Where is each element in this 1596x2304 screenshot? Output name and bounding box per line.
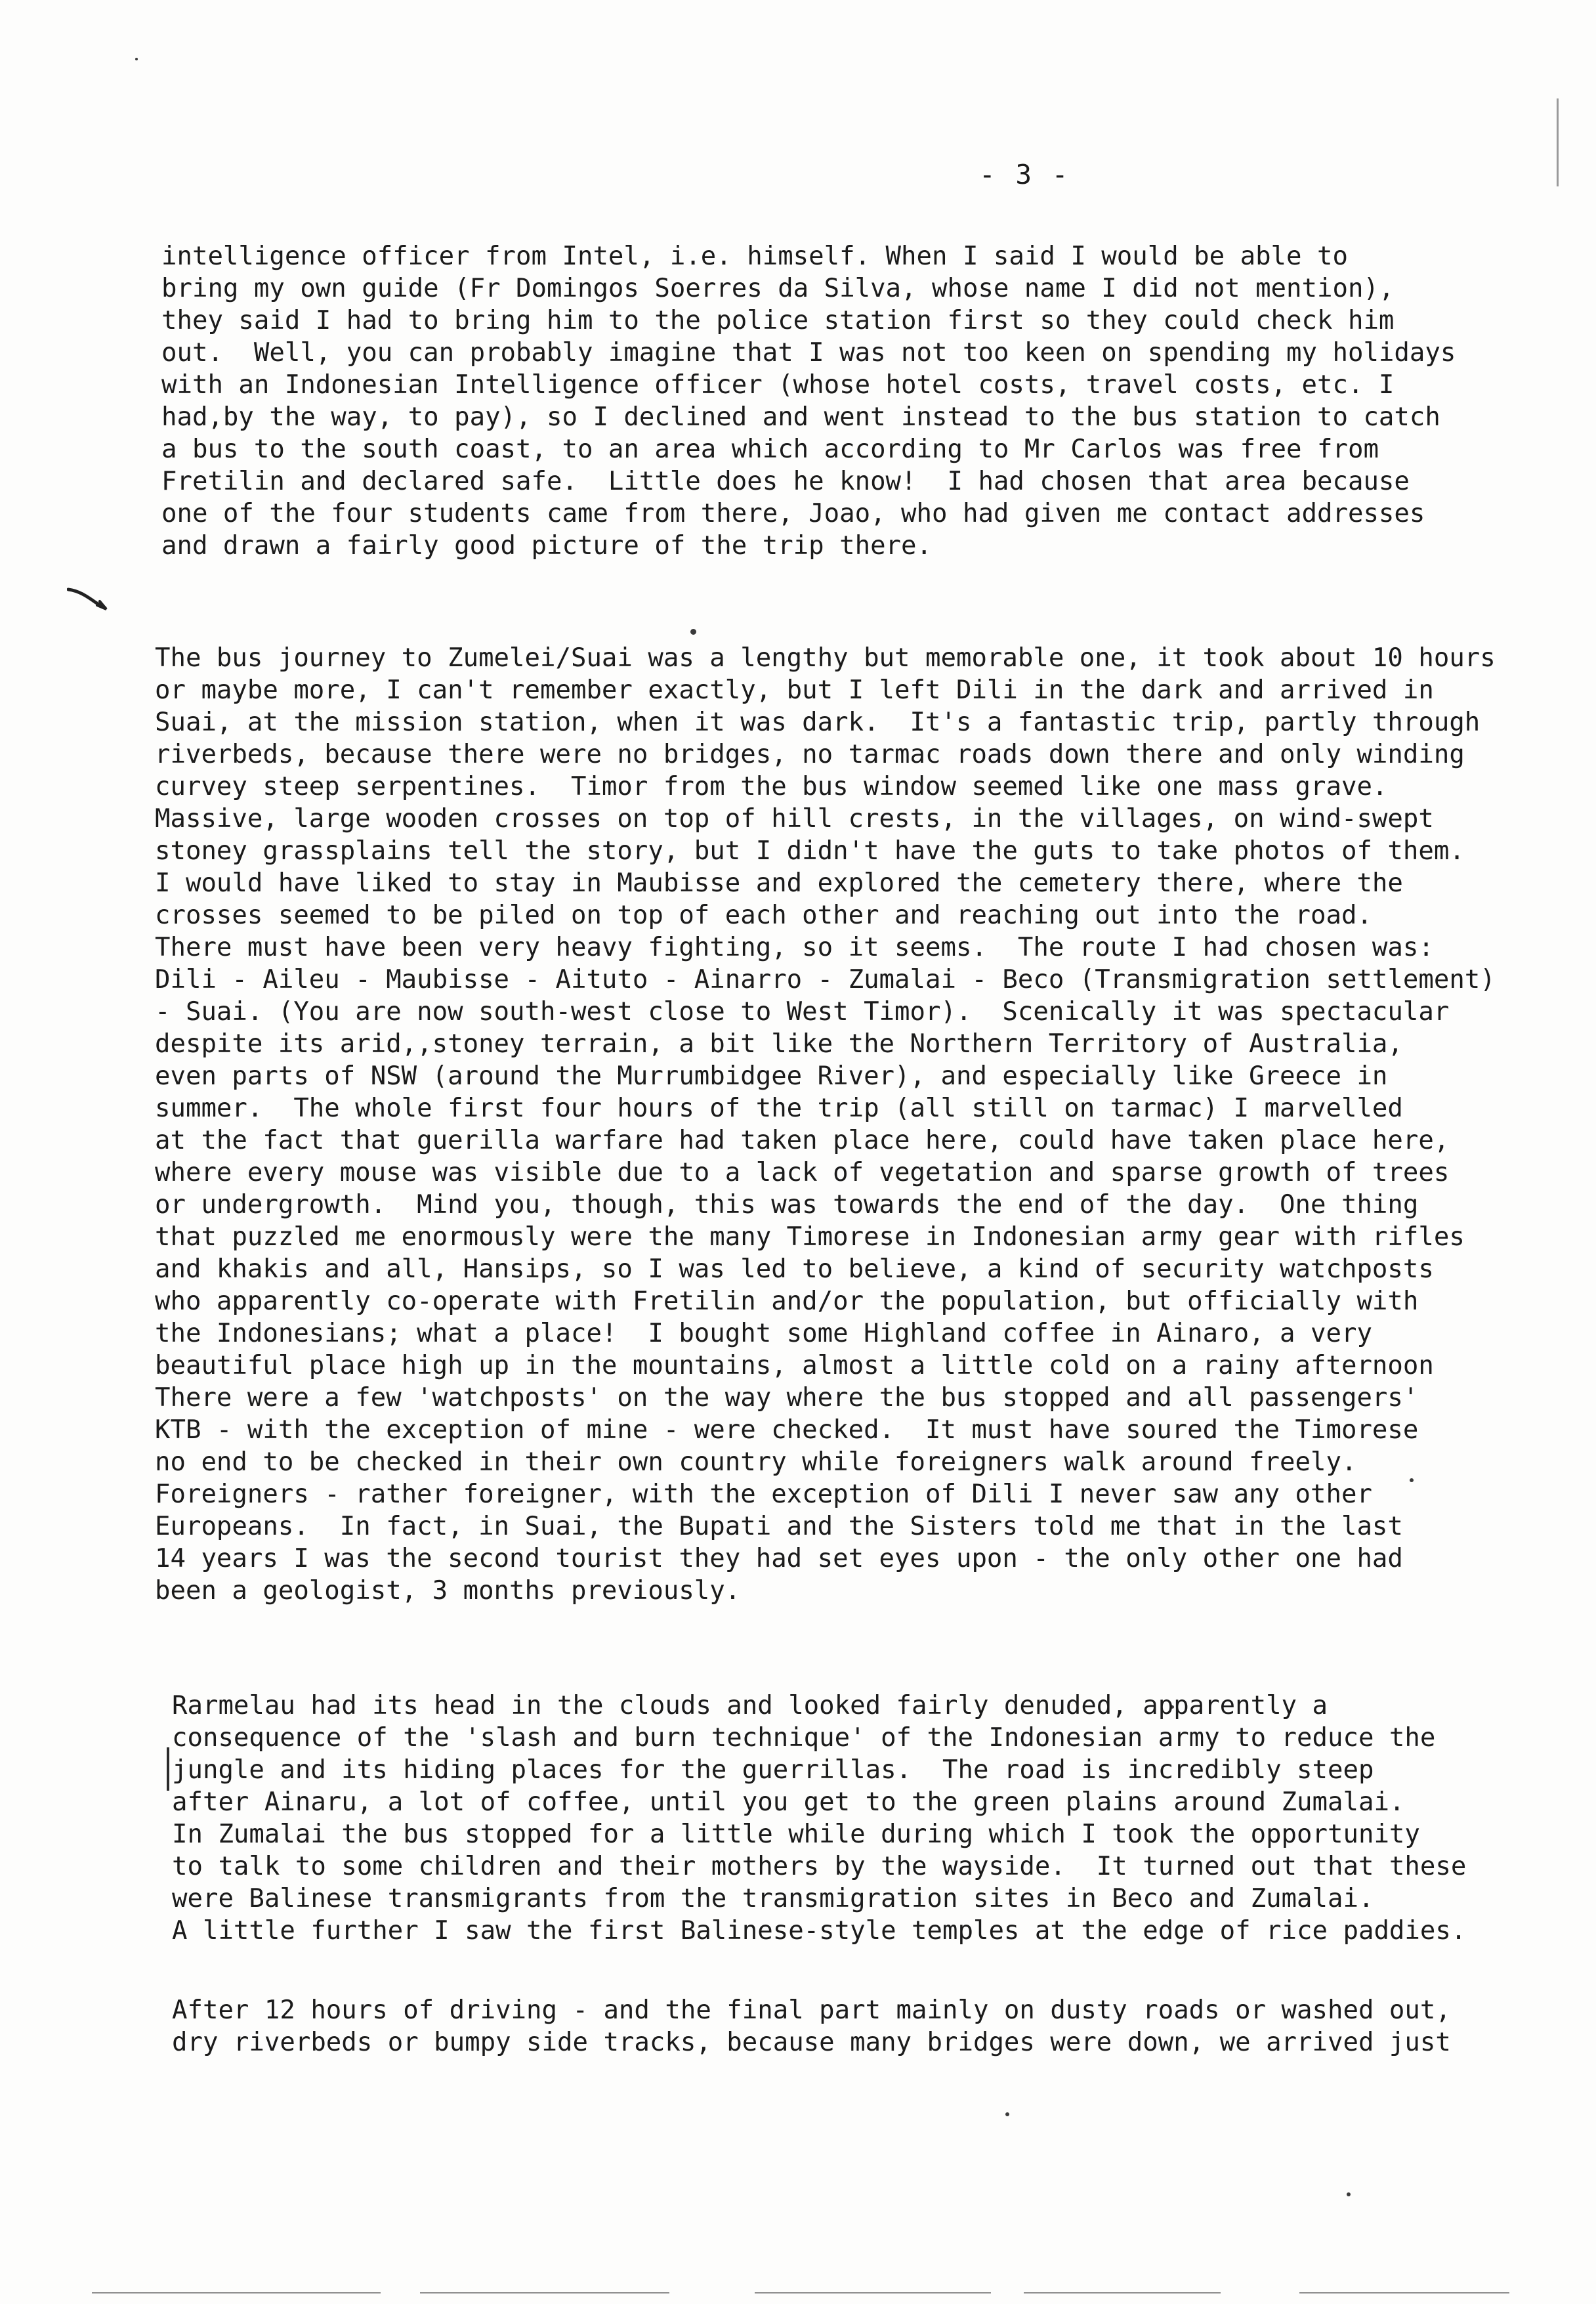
text-line: summer. The whole first four hours of the trip (all still on tarmac) I marvelled xyxy=(155,1094,1403,1123)
text-line: where every mouse was visible due to a lack of vegetation and sparse growth of trees xyxy=(155,1158,1450,1187)
text-line: curvey steep serpentines. Timor from the bus window seemed like one mass grave. xyxy=(155,772,1388,801)
paragraph-after-12-hours xyxy=(172,1994,1451,2059)
text-line: and khakis and all, Hansips, so I was led to believe, a kind of security watchposts xyxy=(155,1254,1434,1284)
paragraph-rarmelau xyxy=(172,1690,1466,1947)
text-line: a bus to the south coast, to an area which according to Mr Carlos was free from xyxy=(161,435,1379,464)
text-line: or undergrowth. Mind you, though, this was towards the end of the day. One thing xyxy=(155,1190,1419,1220)
margin-bracket-mark xyxy=(167,1747,169,1791)
page-number: - 3 - xyxy=(979,159,1070,190)
scan-speck xyxy=(135,58,138,60)
text-line: Europeans. In fact, in Suai, the Bupati and the Sisters told me that in the last xyxy=(155,1512,1403,1541)
bottom-scan-line xyxy=(755,2292,991,2293)
text-line: with an Indonesian Intelligence officer (whose hotel costs, travel costs, etc. I xyxy=(161,370,1395,400)
text-line: After 12 hours of driving - and the final part mainly on dusty roads or washed out, xyxy=(172,1995,1451,2025)
text-line: I would have liked to stay in Maubisse and explored the cemetery there, where the xyxy=(155,868,1403,898)
text-line: - Suai. (You are now south-west close to West Timor). Scenically it was spectacular xyxy=(155,997,1450,1027)
text-line: crosses seemed to be piled on top of each other and reaching out into the road. xyxy=(155,901,1372,930)
paragraph-bus-journey xyxy=(155,642,1496,1607)
text-line: 14 years I was the second tourist they had set eyes upon - the only other one had xyxy=(155,1544,1403,1573)
text-line: Foreigners - rather foreigner, with the exception of Dili I never saw any other xyxy=(155,1480,1372,1509)
text-line: after Ainaru, a lot of coffee, until you get to the green plains around Zumalai. xyxy=(172,1787,1405,1817)
text-line: and drawn a fairly good picture of the trip there. xyxy=(161,531,932,561)
text-line: beautiful place high up in the mountains, almost a little cold on a rainy afternoon xyxy=(155,1351,1434,1380)
bottom-scan-line xyxy=(1299,2292,1509,2293)
text-line: to talk to some children and their mothers by the wayside. It turned out that these xyxy=(172,1852,1467,1881)
text-line: dry riverbeds or bumpy side tracks, because many bridges were down, we arrived just xyxy=(172,2028,1451,2057)
text-line: Suai, at the mission station, when it was dark. It's a fantastic trip, partly through xyxy=(155,708,1480,737)
text-line: The bus journey to Zumelei/Suai was a lengthy but memorable one, it took about 10 hours xyxy=(155,643,1496,673)
text-line: There were a few 'watchposts' on the way where the bus stopped and all passengers' xyxy=(155,1383,1419,1413)
paragraph-intel-officer xyxy=(161,240,1456,562)
scan-speck xyxy=(1005,2112,1009,2116)
text-line: In Zumalai the bus stopped for a little while during which I took the opportunity xyxy=(172,1820,1420,1849)
text-line: they said I had to bring him to the police station first so they could check him xyxy=(161,306,1395,335)
bottom-scan-line xyxy=(1024,2292,1221,2293)
text-line: jungle and its hiding places for the guerrillas. The road is incredibly steep xyxy=(172,1755,1374,1785)
text-line: intelligence officer from Intel, i.e. himself. When I said I would be able to xyxy=(161,242,1348,271)
text-line: even parts of NSW (around the Murrumbidgee River), and especially like Greece in xyxy=(155,1061,1388,1091)
text-line: Fretilin and declared safe. Little does he know! I had chosen that area because xyxy=(161,467,1410,496)
margin-arrow-mark xyxy=(67,586,108,612)
text-line: out. Well, you can probably imagine that I was not too keen on spending my holidays xyxy=(161,338,1456,368)
text-line: been a geologist, 3 months previously. xyxy=(155,1576,741,1606)
text-line: despite its arid,,stoney terrain, a bit like the Northern Territory of Australia, xyxy=(155,1029,1403,1059)
text-line: consequence of the 'slash and burn technique' of the Indonesian army to reduce the xyxy=(172,1723,1436,1753)
text-line: at the fact that guerilla warfare had taken place here, could have taken place here, xyxy=(155,1126,1450,1155)
text-line: no end to be checked in their own country while foreigners walk around freely. xyxy=(155,1447,1357,1477)
text-line: riverbeds, because there were no bridges, no tarmac roads down there and only winding xyxy=(155,740,1465,769)
text-line: bring my own guide (Fr Domingos Soerres da Silva, whose name I did not mention), xyxy=(161,274,1395,303)
text-line: or maybe more, I can't remember exactly, but I left Dili in the dark and arrived in xyxy=(155,675,1434,705)
text-line: KTB - with the exception of mine - were checked. It must have soured the Timorese xyxy=(155,1415,1419,1445)
text-line: stoney grassplains tell the story, but I didn't have the guts to take photos of them. xyxy=(155,836,1465,866)
text-line: A little further I saw the first Balinese-style temples at the edge of rice paddies. xyxy=(172,1916,1467,1946)
text-line: the Indonesians; what a place! I bought some Highland coffee in Ainaro, a very xyxy=(155,1319,1372,1348)
scan-speck xyxy=(690,629,696,635)
bottom-scan-line xyxy=(420,2292,669,2293)
text-line: There must have been very heavy fighting, so it seems. The route I had chosen was: xyxy=(155,933,1434,962)
scan-speck xyxy=(1347,2192,1351,2196)
text-line: that puzzled me enormously were the many Timorese in Indonesian army gear with rifles xyxy=(155,1222,1465,1252)
bottom-scan-line xyxy=(92,2292,381,2293)
margin-scan-line xyxy=(1557,98,1559,186)
text-line: Dili - Aileu - Maubisse - Aituto - Ainarro - Zumalai - Beco (Transmigration settlement) xyxy=(155,965,1496,994)
text-line: were Balinese transmigrants from the transmigration sites in Beco and Zumalai. xyxy=(172,1884,1374,1913)
text-line: Rarmelau had its head in the clouds and looked fairly denuded, apparently a xyxy=(172,1691,1328,1720)
text-line: one of the four students came from there, Joao, who had given me contact addresses xyxy=(161,499,1425,528)
text-line: who apparently co-operate with Fretilin and/or the population, but officially with xyxy=(155,1287,1419,1316)
text-line: Massive, large wooden crosses on top of hill crests, in the villages, on wind-swept xyxy=(155,804,1434,834)
text-line: had,by the way, to pay), so I declined and went instead to the bus station to catch xyxy=(161,402,1440,432)
